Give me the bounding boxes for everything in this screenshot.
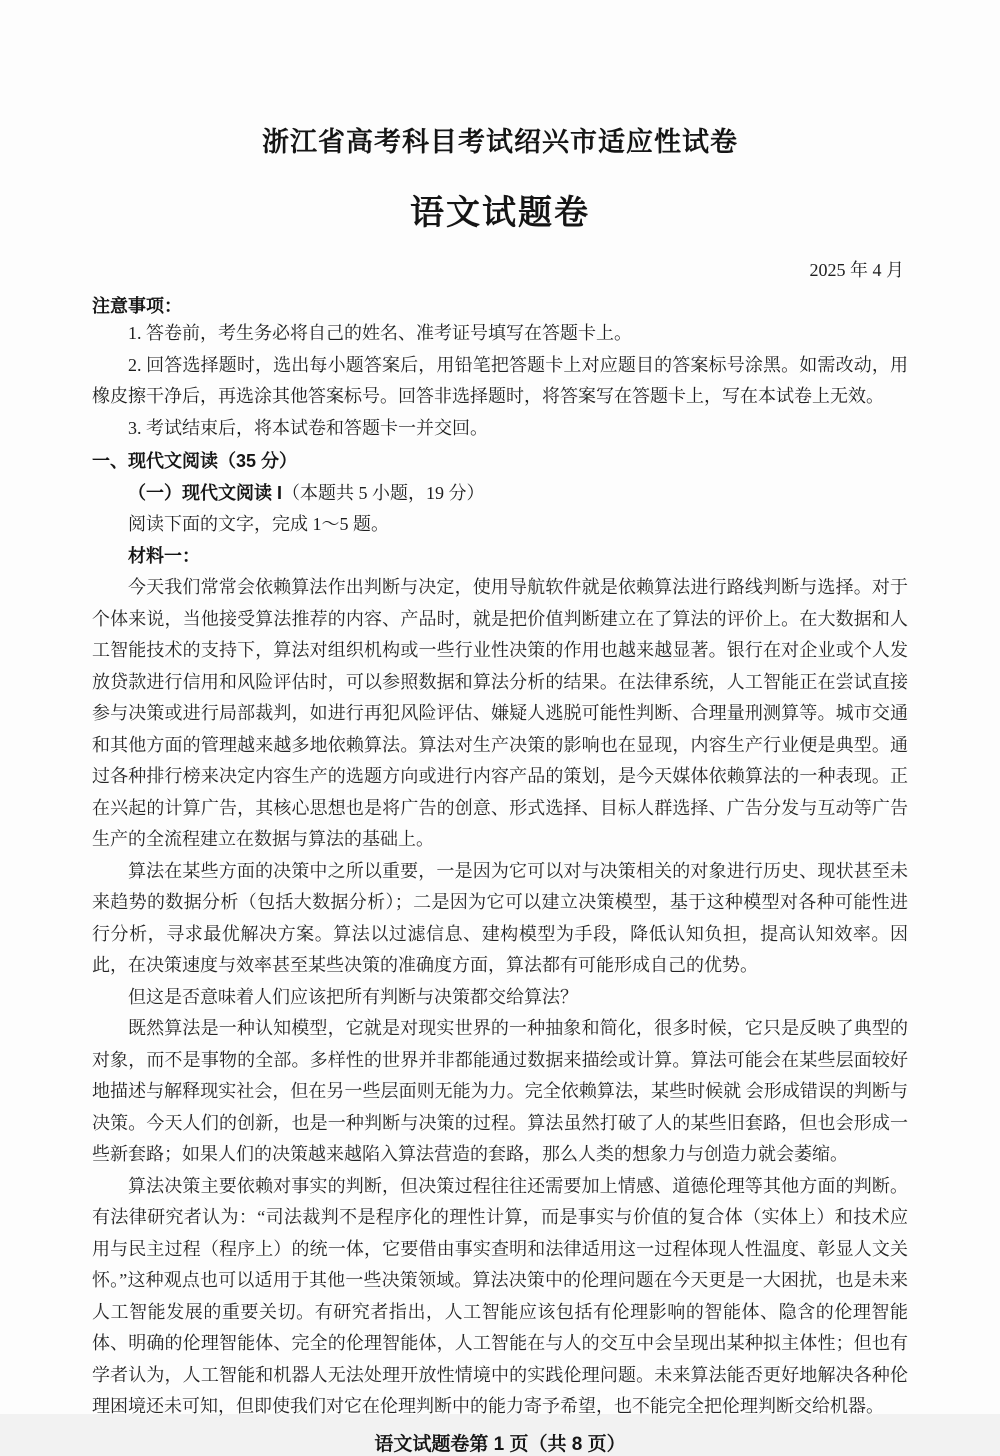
notice-section: [92, 292, 908, 444]
paper-subtitle: 语文试题卷: [410, 194, 590, 232]
subsection-label: （一）现代文阅读 I: [128, 482, 283, 503]
material-paragraph-5: 算法决策主要依赖对事实的判断，但决策过程往往还需要加上情感、道德伦理等其他方面的判断。有法律研究者认为：“司法裁判不是程序化的理性计算，而是事实与价值的复合体（实体上）和技术应用与民主过程（程序上）的统一体，它要借由事实查明和法律适用这一过程体现人性温度、彰显人文关怀。”这种观点也可以适用于其他一些决策领域。算法决策中的伦理问题在今天更是一大困扰，也是未来人工智能发展的重要关切。有研究者指出，人工智能应该包括有伦理影响的智能体、隐含的伦理智能体、明确的伦理智能体、完全的伦理智能体，人工智能在与人的交互中会呈现出某种拟主体性；但也有学者认为，人工智能和机器人无法处理开放性情境中的实践伦理问题。未来算法能否更好地解决各种伦理困境还未可知，但即使我们对它在伦理判断中的能力寄予希望，也不能完全把伦理判断交给机器。: [92, 1175, 908, 1416]
material-paragraph-3: 但这是否意味着人们应该把所有判断与决策都交给算法？: [128, 986, 578, 1007]
subsection-heading: [92, 478, 908, 510]
section-heading: 一、现代文阅读（35 分）: [92, 451, 298, 471]
subsection-info: （本题共 5 小题，19 分）: [282, 482, 485, 503]
notice-item-2: 2. 回答选择题时，选出每小题答案后，用铅笔把答题卡上对应题目的答案标号涂黑。如需改动，用橡皮擦干净后，再选涂其他答案标号。回答非选择题时，将答案写在答题卡上，写在本试卷上无效。: [92, 354, 908, 406]
material-label: 材料一：: [128, 545, 200, 566]
material-paragraph-1: 今天我们常常会依赖算法作出判断与决定，使用导航软件就是依赖算法进行路线判断与选择。对于个体来说，当他接受算法推荐的内容、产品时，就是把价值判断建立在了算法的评价上。在大数据和人工智能技术的支持下，算法对组织机构或一些行业性决策的作用也越来越显著。银行在对企业或个人发放贷款进行信用和风险评估时，可以参照数据和算法分析的结果。在法律系统，人工智能正在尝试直接参与决策或进行局部裁判，如进行再犯风险评估、嫌疑人逃脱可能性判断、合理量刑测算等。城市交通和其他方面的管理越来越多地依赖算法。算法对生产决策的影响也在显现，内容生产行业便是典型。通过各种排行榜来决定内容生产的选题方向或进行内容产品的策划，是今天媒体依赖算法的一种表现。正在兴起的计算广告，其核心思想也是将广告的创意、形式选择、目标人群选择、广告分发与互动等广告生产的全流程建立在数据与算法的基础上。: [92, 577, 908, 849]
reading-section: [92, 446, 908, 1423]
notice-item-3: 3. 考试结束后，将本试卷和答题卡一并交回。: [128, 417, 488, 438]
page-footer: 语文试题卷第 1 页（共 8 页）: [374, 1433, 626, 1455]
paper-title: 浙江省高考科目考试绍兴市适应性试卷: [262, 127, 738, 157]
reading-instruction: 阅读下面的文字，完成 1～5 题。: [128, 514, 389, 534]
material-paragraph-2: 算法在某些方面的决策中之所以重要，一是因为它可以对与决策相关的对象进行历史、现状甚至未来趋势的数据分析（包括大数据分析）；二是因为它可以建立决策模型，基于这种模型对各种可能性进行分析，寻求最优解决方案。算法以过滤信息、建构模型为手段，降低认知负担，提高认知效率。因此，在决策速度与效率甚至某些决策的准确度方面，算法都有可能形成自己的优势。: [92, 860, 908, 975]
material-paragraph-4: 既然算法是一种认知模型，它就是对现实世界的一种抽象和简化，很多时候，它只是反映了典型的对象，而不是事物的全部。多样性的世界并非都能通过数据来描绘或计算。算法可能会在某些层面较好地描述与解释现实社会，但在另一些层面则无能为力。完全依赖算法，某些时候就 会形成错误的判断与决策。今天人们的创新，也是一种判断与决策的过程。算法虽然打破了人的某些旧套路，但也会形成一些新套路；如果人们的决策越来越陷入算法营造的套路，那么人类的想象力与创造力就会萎缩。: [92, 1018, 908, 1164]
notice-item-1: 1. 答卷前，考生务必将自己的姓名、准考证号填写在答题卡上。: [128, 323, 632, 343]
notice-heading: 注意事项：: [92, 296, 182, 316]
paper-date: 2025 年 4 月: [809, 260, 904, 280]
